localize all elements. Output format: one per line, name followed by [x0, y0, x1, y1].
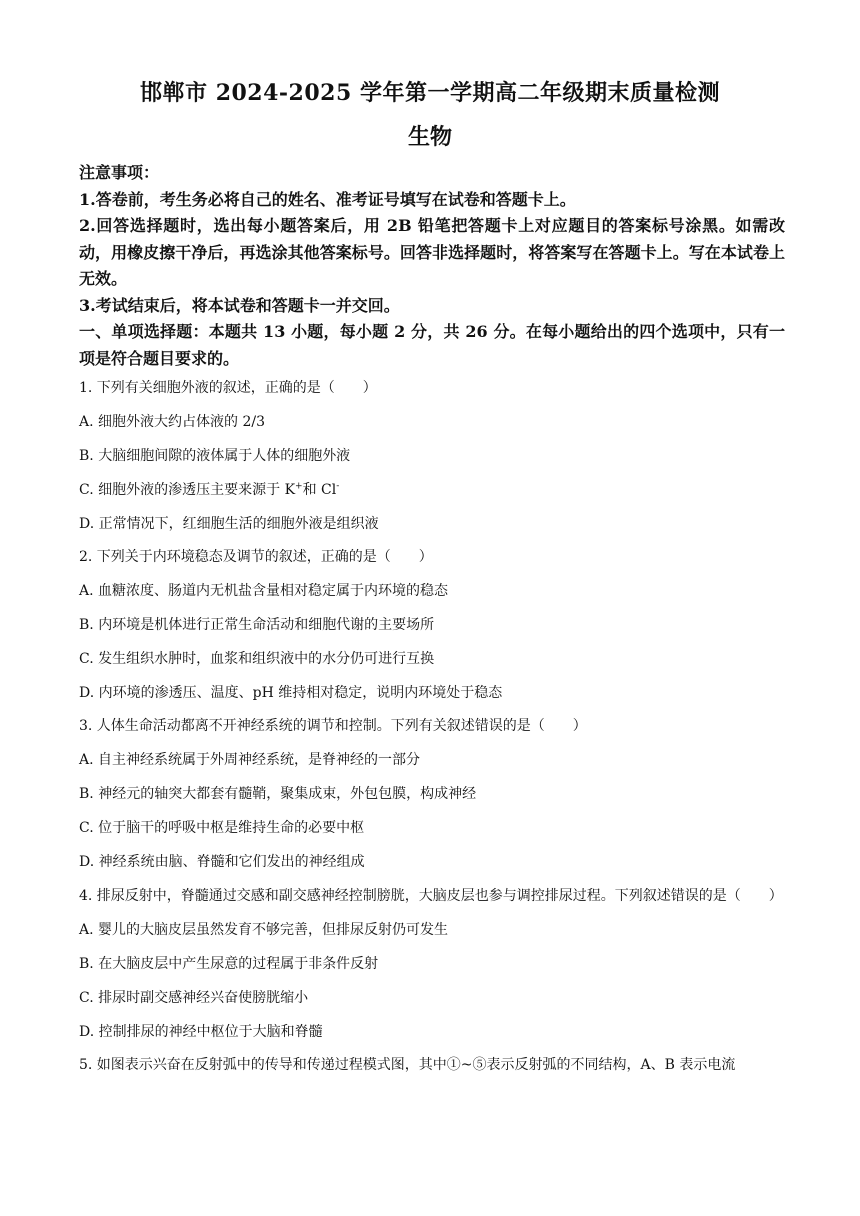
- question-3: [79, 710, 785, 879]
- section-heading: 一、单项选择题：本题共 13 小题，每小题 2 分，共 26 分。在每小题给出的四个选项中，只有一项是符合题目要求的。: [79, 322, 785, 368]
- option-a: A. 细胞外液大约占体液的 2/3: [79, 414, 265, 430]
- option-d: D. 控制排尿的神经中枢位于大脑和脊髓: [79, 1024, 323, 1040]
- question-stem: 2. 下列关于内环境稳态及调节的叙述，正确的是（ ）: [79, 549, 433, 565]
- notice-item-3: 3.考试结束后，将本试卷和答题卡一并交回。: [79, 295, 400, 315]
- question-stem: 3. 人体生命活动都离不开神经系统的调节和控制。下列有关叙述错误的是（ ）: [79, 718, 587, 734]
- option-a: A. 自主神经系统属于外周神经系统，是脊神经的一部分: [79, 752, 421, 768]
- notice-item-1: 1.答卷前，考生务必将自己的姓名、准考证号填写在试卷和答题卡上。: [79, 189, 576, 209]
- option-d: D. 正常情况下，红细胞生活的细胞外液是组织液: [79, 516, 379, 532]
- option-c: C. 发生组织水肿时，血浆和组织液中的水分仍可进行互换: [79, 651, 435, 667]
- question-4: [79, 879, 785, 1049]
- question-stem: 5. 如图表示兴奋在反射弧中的传导和传递过程模式图，其中①~⑤表示反射弧的不同结构，A、B 表示电流: [79, 1057, 736, 1073]
- option-b: B. 在大脑皮层中产生尿意的过程属于非条件反射: [79, 956, 379, 972]
- option-b: B. 内环境是机体进行正常生命活动和细胞代谢的主要场所: [79, 617, 435, 633]
- option-c: C. 排尿时副交感神经兴奋使膀胱缩小: [79, 990, 309, 1006]
- exam-title: 邯郸市 2024-2025 学年第一学期高二年级期末质量检测: [140, 80, 720, 106]
- question-stem: 4. 排尿反射中，脊髓通过交感和副交感神经控制膀胱，大脑皮层也参与调控排尿过程。下列叙述错误的是（ ）: [79, 888, 783, 904]
- option-a: A. 婴儿的大脑皮层虽然发育不够完善，但排尿反射仍可发生: [79, 922, 449, 938]
- notice-heading: 注意事项：: [79, 163, 160, 182]
- option-c: [79, 473, 785, 507]
- option-c-mid: 和 Cl: [302, 482, 337, 498]
- potassium-charge: +: [295, 481, 303, 492]
- exam-content: [79, 160, 785, 1082]
- option-d: D. 神经系统由脑、脊髓和它们发出的神经组成: [79, 854, 365, 870]
- option-c: C. 位于脑干的呼吸中枢是维持生命的必要中枢: [79, 820, 365, 836]
- exam-subject: 生物: [407, 124, 452, 150]
- question-stem: 1. 下列有关细胞外液的叙述，正确的是（ ）: [79, 380, 377, 396]
- option-b: B. 神经元的轴突大都套有髓鞘，聚集成束，外包包膜，构成神经: [79, 786, 477, 802]
- option-a: A. 血糖浓度、肠道内无机盐含量相对稳定属于内环境的稳态: [79, 583, 449, 599]
- question-5: [79, 1049, 785, 1082]
- chloride-charge: -: [336, 481, 340, 492]
- option-c-text: C. 细胞外液的渗透压主要来源于 K: [79, 482, 296, 498]
- notice-item-2: 2.回答选择题时，选出每小题答案后，用 2B 铅笔把答题卡上对应题目的答案标号涂黑。如需改动，用橡皮擦干净后，再选涂其他答案标号。回答非选择题时，将答案写在答题卡上。写在本试卷上无效。: [79, 216, 785, 288]
- question-2: [79, 541, 785, 710]
- option-d: D. 内环境的渗透压、温度、pH 维持相对稳定，说明内环境处于稳态: [79, 685, 503, 701]
- question-1: [79, 372, 785, 541]
- option-b: B. 大脑细胞间隙的液体属于人体的细胞外液: [79, 448, 351, 464]
